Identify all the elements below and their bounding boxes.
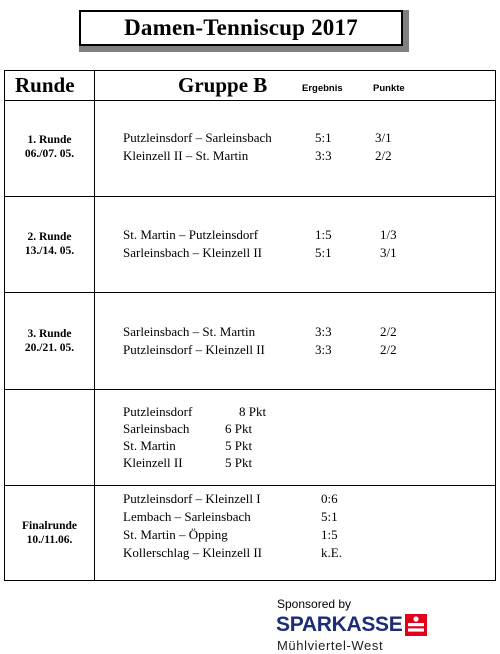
final-result: 5:1: [321, 509, 338, 524]
round-2-label: [5, 230, 94, 258]
header-runde: Runde: [15, 73, 75, 97]
round-3-label: [5, 327, 94, 355]
round-date: 20./21. 05.: [24, 342, 75, 354]
match-result: 5:1: [315, 245, 332, 260]
match-result: 3:3: [315, 324, 332, 339]
final-pairing: St. Martin – Öpping: [123, 527, 228, 542]
row-divider: [5, 196, 495, 197]
match-pairing: Putzleinsdorf – Kleinzell II: [123, 342, 265, 357]
standings-team: Kleinzell II: [123, 455, 183, 470]
standings-points: 6 Pkt: [225, 421, 253, 436]
match-points: 3/1: [375, 130, 392, 145]
final-result: 0:6: [321, 491, 338, 506]
row-divider: [5, 292, 495, 293]
row-divider: [5, 485, 495, 486]
column-divider: [94, 71, 95, 580]
final-result: 1:5: [321, 527, 338, 542]
round-date: 13./14. 05.: [24, 245, 75, 257]
sponsor-region: Mühlviertel-West: [277, 638, 384, 653]
match-result: 1:5: [315, 227, 332, 242]
page-title: Damen-Tenniscup 2017: [124, 15, 358, 40]
final-round-label: [5, 519, 94, 547]
standings-team: Putzleinsdorf: [123, 404, 193, 419]
header-punkte: Punkte: [373, 83, 405, 94]
row-divider: [5, 389, 495, 390]
header-ergebnis: Ergebnis: [302, 83, 343, 94]
sparkasse-logo: [276, 613, 427, 637]
row-divider: [5, 100, 495, 101]
standings-points: 5 Pkt: [225, 438, 253, 453]
round-title: 1. Runde: [27, 134, 72, 146]
match-result: 5:1: [315, 130, 332, 145]
header-gruppe: Gruppe B: [178, 73, 268, 97]
round-date: 10./11.06.: [26, 534, 73, 546]
match-pairing: Sarleinsbach – Kleinzell II: [123, 245, 262, 260]
standings-team: St. Martin: [123, 438, 176, 453]
final-pairing: Putzleinsdorf – Kleinzell I: [123, 491, 261, 506]
schedule-table: [4, 70, 496, 581]
match-points: 2/2: [380, 342, 397, 357]
final-result: k.E.: [321, 545, 342, 560]
standings-team: Sarleinsbach: [123, 421, 190, 436]
match-points: 1/3: [380, 227, 397, 242]
match-pairing: St. Martin – Putzleinsdorf: [123, 227, 259, 242]
title-frame: [79, 10, 409, 52]
standings-points: 8 Pkt: [239, 404, 267, 419]
final-pairing: Kollerschlag – Kleinzell II: [123, 545, 262, 560]
sponsor-brand: SPARKASSE: [276, 613, 403, 636]
round-title: 2. Runde: [27, 231, 72, 243]
match-points: 2/2: [375, 148, 392, 163]
round-title: Finalrunde: [22, 520, 77, 532]
final-pairing: Lembach – Sarleinsbach: [123, 509, 251, 524]
match-points: 3/1: [380, 245, 397, 260]
sparkasse-s-icon: [405, 614, 427, 636]
round-title: 3. Runde: [27, 328, 72, 340]
match-pairing: Kleinzell II – St. Martin: [123, 148, 249, 163]
round-date: 06./07. 05.: [24, 148, 75, 160]
match-pairing: Putzleinsdorf – Sarleinsbach: [123, 130, 272, 145]
match-points: 2/2: [380, 324, 397, 339]
match-pairing: Sarleinsbach – St. Martin: [123, 324, 256, 339]
match-result: 3:3: [315, 342, 332, 357]
match-result: 3:3: [315, 148, 332, 163]
round-1-label: [5, 133, 94, 161]
sponsor-caption: Sponsored by: [277, 597, 352, 611]
title-panel: [79, 10, 403, 46]
standings-points: 5 Pkt: [225, 455, 253, 470]
